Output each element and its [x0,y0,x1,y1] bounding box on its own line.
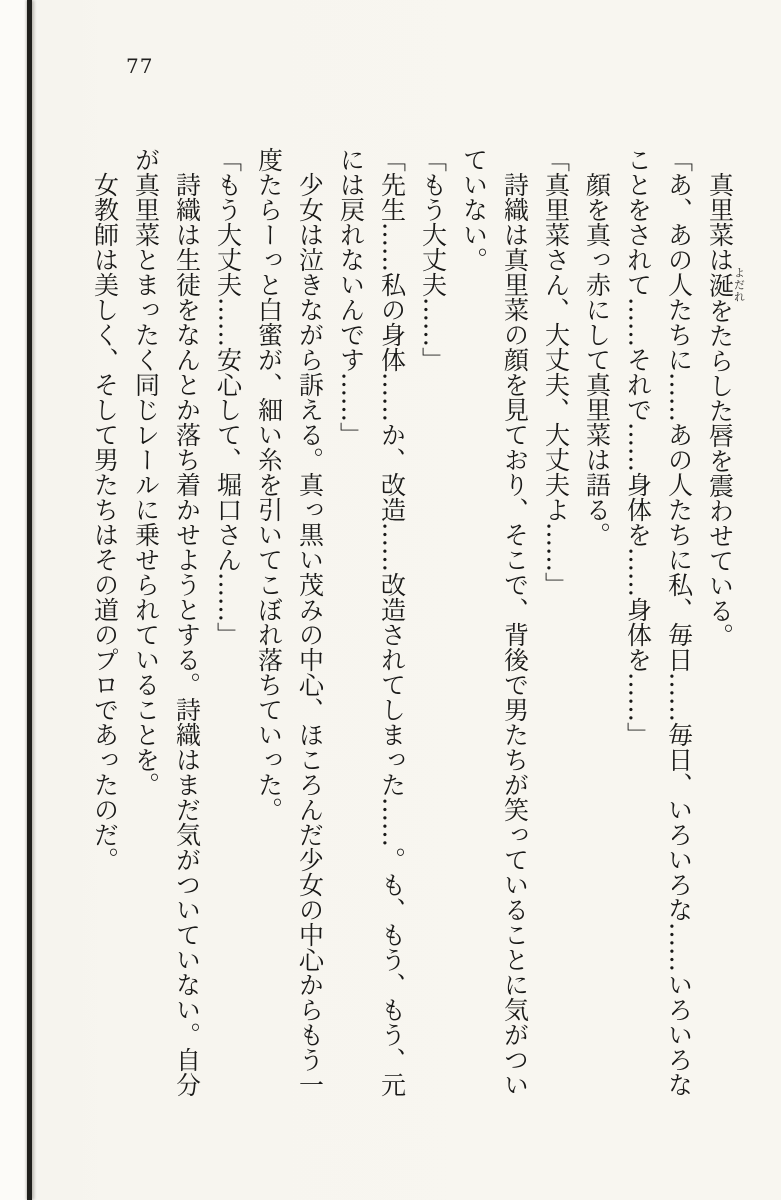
text-line: 「あ、あの人たちに……あの人たちに私、毎日……毎日、いろいろな……いろいろな [664,147,694,1097]
text-line: 少女は泣きながら訴える。真っ黒い茂みの中心、ほころんだ少女の中心からもう一 [295,172,325,1097]
body-text [85,147,746,1099]
text-line: には戻れないんです……」 [336,147,366,447]
text-line: 顔を真っ赤にして真里菜は語る。 [582,172,612,547]
furigana: よだれ [732,267,746,303]
text-line: 「先生……私の身体……か、改造……改造されてしまった……。も、もう、もう、元 [377,147,407,1097]
page-gutter-edge-line [27,0,32,1200]
text-line: 「もう大丈夫……安心して、堀口さん……」 [213,147,243,647]
page-number: 77 [126,54,154,78]
text-line: が真里菜とまったく同じレールに乗せられていることを。 [131,147,161,797]
text-line: 女教師は美しく、そして男たちはその道のプロであったのだ。 [90,172,120,872]
text-line: 真里菜は涎よだれをたらした唇を震わせている。 [705,172,746,648]
ruby-annotated-word: 涎よだれ [705,267,746,303]
text-line: 「もう大丈夫……」 [418,147,448,372]
text-line: 詩織は生徒をなんとか落ち着かせようとする。詩織はまだ気がついていない。自分 [172,172,202,1097]
text-line: 「真里菜さん、大丈夫、大丈夫よ……」 [541,147,571,597]
text-line: ていない。 [459,147,489,272]
text-line: 詩織は真里菜の顔を見ており、そこで、背後で男たちが笑っていることに気がつい [500,172,530,1097]
text-line: 度たらーっと白蜜が、細い糸を引いてこぼれ落ちていった。 [254,147,284,822]
text-line: ことをされて……それで……身体を……身体を……」 [623,147,653,747]
